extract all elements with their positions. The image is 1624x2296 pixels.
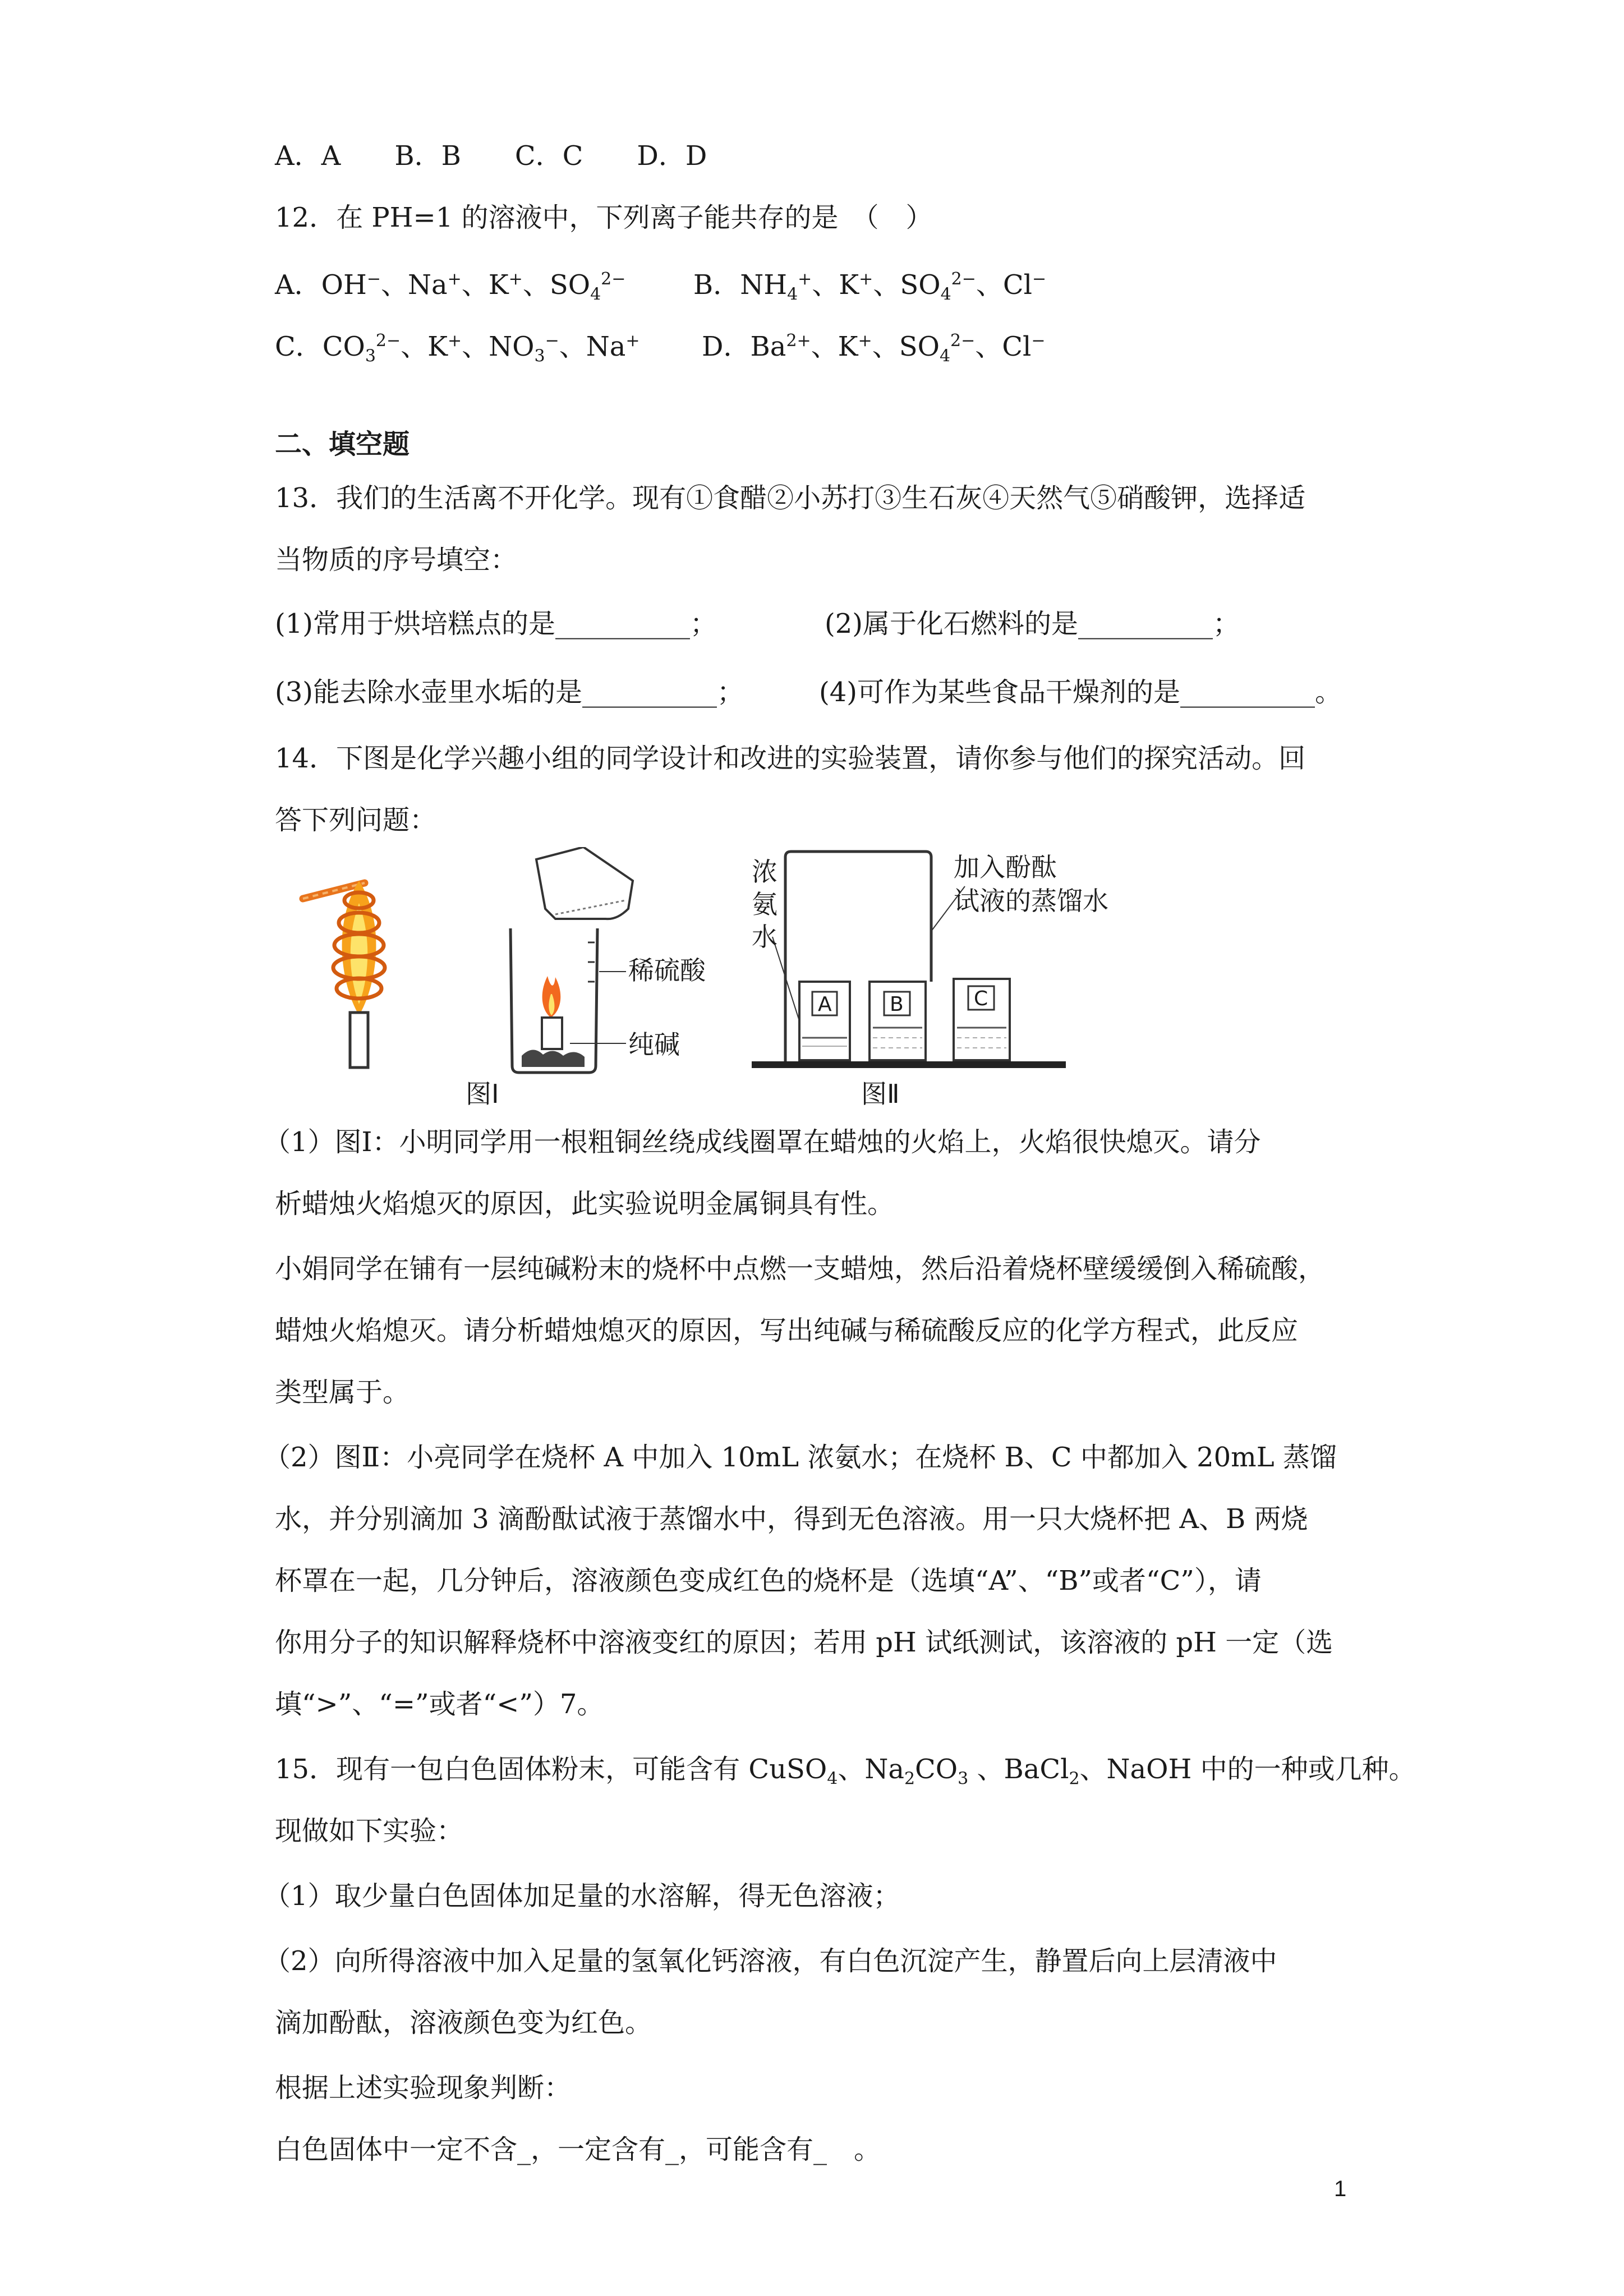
q15-line1: 15．现有一包白色固体粉末，可能含有 CuSO$_4$、$Na_2CO_3$ 、BaCl$_2$、NaOH 中的一种或几种。: [275, 1754, 1416, 1789]
q14-part2-line5: 填“>”、“=”或者“<”）7。: [275, 1688, 604, 1720]
q13-item2: (2)属于化石燃料的是__________；: [825, 608, 1240, 639]
q14-line2: 答下列问题：: [275, 804, 437, 836]
label-ammonia-2: 氨: [752, 889, 778, 919]
q13-item3: (3)能去除水壶里水垢的是__________；: [275, 677, 744, 708]
options-q11: A．A B．B C．C D．D: [275, 140, 707, 172]
q15-answer-line: 白色固体中一定不含_，一定含有_，可能含有_ 。: [275, 2134, 881, 2165]
label-phenolphthalein-2: 试液的蒸馏水: [954, 886, 1108, 916]
figure-2-caption: 图Ⅱ: [861, 1079, 900, 1109]
q15-step2-line2: 滴加酚酞，溶液颜色变为红色。: [275, 2007, 652, 2039]
q12-option-d: D．$Ba^{2+}$、K+、$SO_4^{2-}$、Cl−: [702, 331, 1046, 366]
q13-line2: 当物质的序号填空：: [275, 544, 518, 576]
label-ammonia-3: 水: [752, 922, 778, 952]
q12-options-cd: [275, 324, 1046, 374]
beaker-b-label: B: [890, 993, 904, 1016]
experiment-figure: [292, 847, 1116, 1111]
q12-option-b: B．$NH_4^+$、K+、$SO_4^{2-}$、Cl−: [693, 269, 1047, 305]
q15-line2: 现做如下实验：: [275, 1815, 464, 1847]
q12-options-ab: [275, 263, 1046, 312]
q15-step2-line1: （2）向所得溶液中加入足量的氢氧化钙溶液，有白色沉淀产生，静置后向上层清液中: [264, 1945, 1277, 1977]
q14-part1-line1: （1）图Ⅰ：小明同学用一根粗铜丝绕成线圈罩在蜡烛的火焰上，火焰很快熄灭。请分: [264, 1126, 1261, 1158]
q14-part1-line2: 析蜡烛火焰熄灭的原因，此实验说明金属铜具有性。: [275, 1188, 895, 1220]
label-phenolphthalein-1: 加入酚酞: [954, 852, 1057, 882]
q15-step1: （1）取少量白色固体加足量的水溶解，得无色溶液；: [264, 1880, 900, 1912]
q14-part2-line3: 杯罩在一起，几分钟后，溶液颜色变成红色的烧杯是（选填“A”、“B”或者“C”），请: [275, 1565, 1262, 1596]
q14-part1b-line3: 类型属于。: [275, 1377, 410, 1408]
q12-stem: 12．在 PH=1 的溶液中，下列离子能共存的是 （ ）: [275, 202, 933, 233]
label-dilute-sulfuric-acid: 稀硫酸: [628, 955, 706, 986]
q14-part2-line1: （2）图Ⅱ：小亮同学在烧杯 A 中加入 10mL 浓氨水；在烧杯 B、C 中都加入 20mL 蒸馏: [264, 1442, 1337, 1473]
q15-judge: 根据上述实验现象判断：: [275, 2072, 572, 2104]
section-title: 二、填空题: [275, 429, 410, 460]
figure-1-caption: 图Ⅰ: [466, 1079, 499, 1109]
page-number: 1: [1334, 2177, 1347, 2201]
q12-option-c: C．$CO_3^{2-}$、K+、$NO_3^-$、Na+: [275, 331, 640, 366]
large-beaker-apparatus: [752, 852, 1066, 1065]
q14-part1b-line1: 小娟同学在铺有一层纯碱粉末的烧杯中点燃一支蜡烛，然后沿着烧杯壁缓缓倒入稀硫酸，: [275, 1253, 1326, 1285]
label-ammonia-1: 浓: [752, 857, 778, 887]
q13-line1: 13．我们的生活离不开化学。现有①食醋②小苏打③生石灰④天然气⑤硝酸钾，选择适: [275, 482, 1306, 514]
q13-item4: (4)可作为某些食品干燥剂的是__________。: [819, 677, 1342, 708]
q12-option-a: A．OH−、Na+、K+、$SO_4^{2-}$: [275, 269, 626, 305]
label-soda-ash: 纯碱: [628, 1029, 680, 1060]
q13-item1: (1)常用于烘培糕点的是__________；: [275, 608, 717, 639]
beaker-a-label: A: [818, 993, 832, 1016]
beaker-c-label: C: [974, 987, 988, 1010]
copper-coil-candle: [303, 881, 385, 1068]
beaker-with-candle: [510, 847, 633, 1073]
q14-line1: 14．下图是化学兴趣小组的同学设计和改进的实验装置，请你参与他们的探究活动。回: [275, 743, 1306, 774]
q14-part2-line4: 你用分子的知识解释烧杯中溶液变红的原因；若用 pH 试纸测试，该溶液的 pH 一定（选: [275, 1627, 1333, 1658]
q14-part2-line2: 水，并分别滴加 3 滴酚酞试液于蒸馏水中，得到无色溶液。用一只大烧杯把 A、B 两烧: [275, 1503, 1308, 1535]
q14-part1b-line2: 蜡烛火焰熄灭。请分析蜡烛熄灭的原因，写出纯碱与稀硫酸反应的化学方程式，此反应: [275, 1315, 1299, 1346]
